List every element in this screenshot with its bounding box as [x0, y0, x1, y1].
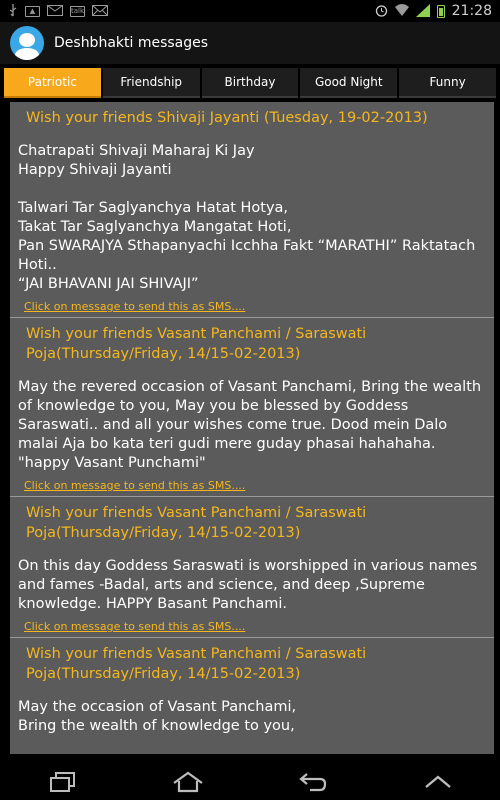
status-bar — [0, 0, 500, 22]
home-icon — [171, 771, 205, 793]
message-body: May the occasion of Vasant Panchami, Bring the wealth of knowledge to you, — [18, 699, 297, 734]
message-title: Wish your friends Shivaji Jayanti (Tuesday, 19-02-2013) — [26, 110, 428, 126]
usb-icon — [8, 4, 18, 19]
email-icon — [92, 5, 108, 18]
app-logo-icon[interactable] — [10, 26, 44, 60]
tab-funny[interactable]: Funny — [399, 68, 496, 98]
message-list[interactable] — [10, 102, 494, 754]
menu-button[interactable] — [408, 767, 468, 797]
message-title: Wish your friends Vasant Panchami / Saraswati Poja(Thursday/Friday, 14/15-02-2013) — [26, 505, 367, 541]
app-title: Deshbhakti messages — [54, 35, 209, 51]
notification-icons — [8, 4, 108, 19]
message-title: Wish your friends Vasant Panchami / Saraswati Poja(Thursday/Friday, 14/15-02-2013) — [26, 646, 367, 682]
recent-apps-button[interactable] — [33, 767, 93, 797]
talk-icon: talk — [70, 7, 85, 15]
tab-birthday[interactable]: Birthday — [202, 68, 299, 98]
menu-up-icon — [423, 771, 453, 793]
message-body: On this day Goddess Saraswati is worshipped in various names and fames -Badal, arts and science, and deep ,Supreme knowledge. HAPPY Basant Panchami. — [18, 558, 478, 612]
tab-friendship[interactable]: Friendship — [103, 68, 200, 98]
send-sms-hint[interactable]: Click on message to send this as SMS.... — [24, 300, 246, 313]
home-button[interactable] — [158, 767, 218, 797]
send-sms-hint[interactable]: Click on message to send this as SMS.... — [24, 479, 246, 492]
back-button[interactable] — [283, 767, 343, 797]
signal-icon — [416, 4, 430, 19]
send-sms-hint[interactable]: Click on message to send this as SMS.... — [24, 620, 246, 633]
message-body: May the revered occasion of Vasant Panchami, Bring the wealth of knowledge to you, May you be blessed by Goddess Saraswati.. and all your wishes come true. Dood mein Dalo malai Aja bo kata teri gudi mere guday phasai hahahaha. "happy Vasant Punchami" — [18, 379, 482, 471]
message-item[interactable] — [10, 318, 494, 497]
wifi-icon — [395, 4, 409, 18]
battery-icon — [437, 5, 445, 18]
system-icons — [375, 3, 492, 19]
message-item[interactable] — [10, 497, 494, 638]
message-item[interactable] — [10, 102, 494, 318]
recent-apps-icon — [48, 771, 78, 793]
action-bar — [0, 22, 500, 64]
clock: 21:28 — [451, 3, 492, 19]
gmail-icon — [47, 5, 63, 18]
alarm-icon — [375, 4, 388, 19]
navigation-bar — [0, 764, 500, 800]
message-item[interactable] — [10, 638, 494, 740]
category-tabs — [4, 68, 496, 98]
tab-patriotic[interactable]: Patriotic — [4, 68, 101, 98]
message-title: Wish your friends Vasant Panchami / Saraswati Poja(Thursday/Friday, 14/15-02-2013) — [26, 326, 367, 362]
message-body: Chatrapati Shivaji Maharaj Ki Jay Happy Shivaji Jayanti Talwari Tar Saglyanchya Hatat Hotya, Takat Tar Saglyanchya Mangatat Hoti, Pan SWARAJYA Sthapanyachi Icchha Fakt “MARATHI” Raktatach Hoti.. “JAI BHAVANI JAI SHIVAJI” — [18, 143, 476, 292]
tab-good-night[interactable]: Good Night — [300, 68, 397, 98]
back-icon — [298, 771, 328, 793]
gallery-icon: ▲ — [25, 6, 40, 17]
